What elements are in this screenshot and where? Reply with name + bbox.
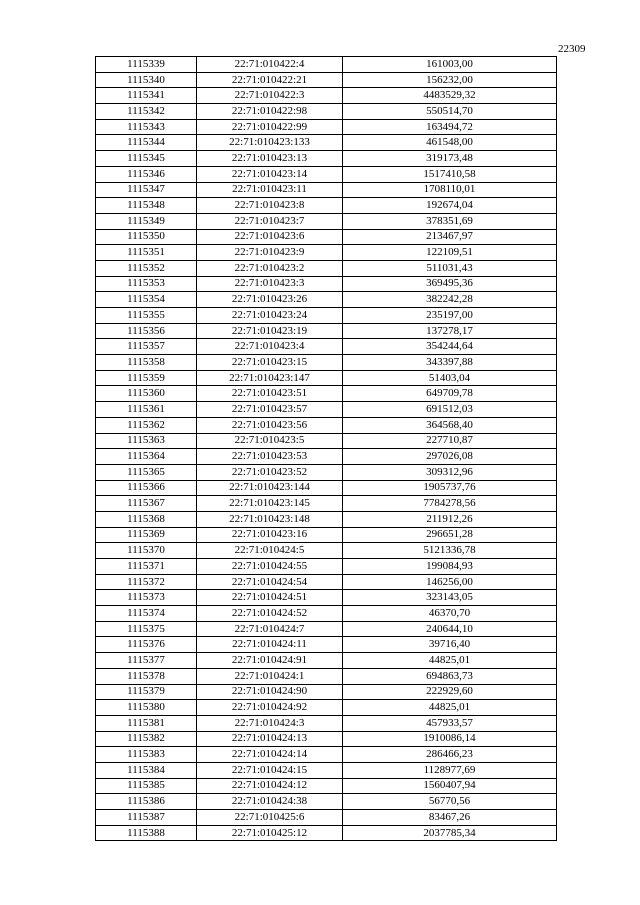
cadastral-number-cell: 22:71:010424:38: [197, 794, 343, 810]
cadastral-number-cell: 22:71:010424:5: [197, 543, 343, 559]
value-cell: 1128977,69: [343, 762, 557, 778]
table-row: [96, 166, 557, 182]
cadastral-number-cell: 22:71:010424:11: [197, 637, 343, 653]
row-number-cell: 1115355: [96, 308, 197, 324]
table-row: [96, 104, 557, 120]
cadastral-number-cell: 22:71:010422:21: [197, 72, 343, 88]
cadastral-number-cell: 22:71:010423:147: [197, 370, 343, 386]
value-cell: 550514,70: [343, 104, 557, 120]
table-row: [96, 511, 557, 527]
value-cell: 461548,00: [343, 135, 557, 151]
cadastral-number-cell: 22:71:010423:148: [197, 511, 343, 527]
cadastral-number-cell: 22:71:010424:3: [197, 715, 343, 731]
cadastral-number-cell: 22:71:010423:26: [197, 292, 343, 308]
row-number-cell: 1115364: [96, 449, 197, 465]
table-row: [96, 480, 557, 496]
cadastral-number-cell: 22:71:010423:9: [197, 245, 343, 261]
cadastral-number-cell: 22:71:010423:145: [197, 496, 343, 512]
table-row: [96, 794, 557, 810]
cadastral-number-cell: 22:71:010423:15: [197, 355, 343, 371]
value-cell: 5121336,78: [343, 543, 557, 559]
row-number-cell: 1115346: [96, 166, 197, 182]
cadastral-number-cell: 22:71:010423:5: [197, 433, 343, 449]
row-number-cell: 1115349: [96, 213, 197, 229]
cadastral-number-cell: 22:71:010424:91: [197, 653, 343, 669]
cadastral-number-cell: 22:71:010423:53: [197, 449, 343, 465]
value-cell: 323143,05: [343, 590, 557, 606]
page-number: 22309: [558, 43, 586, 55]
table-row: [96, 417, 557, 433]
row-number-cell: 1115363: [96, 433, 197, 449]
table-row: [96, 370, 557, 386]
cadastral-number-cell: 22:71:010424:12: [197, 778, 343, 794]
table-row: [96, 747, 557, 763]
cadastral-number-cell: 22:71:010424:51: [197, 590, 343, 606]
table-body: [96, 57, 557, 841]
cadastral-number-cell: 22:71:010423:14: [197, 166, 343, 182]
table-row: [96, 339, 557, 355]
table-row: [96, 715, 557, 731]
row-number-cell: 1115381: [96, 715, 197, 731]
value-cell: 7784278,56: [343, 496, 557, 512]
table-row: [96, 245, 557, 261]
value-cell: 286466,23: [343, 747, 557, 763]
value-cell: 235197,00: [343, 308, 557, 324]
cadastral-number-cell: 22:71:010423:7: [197, 213, 343, 229]
value-cell: 146256,00: [343, 574, 557, 590]
cadastral-number-cell: 22:71:010423:13: [197, 151, 343, 167]
table-row: [96, 198, 557, 214]
cadastral-number-cell: 22:71:010424:15: [197, 762, 343, 778]
value-cell: 511031,43: [343, 260, 557, 276]
cadastral-number-cell: 22:71:010422:3: [197, 88, 343, 104]
value-cell: 382242,28: [343, 292, 557, 308]
value-cell: 222929,60: [343, 684, 557, 700]
value-cell: 1560407,94: [343, 778, 557, 794]
value-cell: 83467,26: [343, 810, 557, 826]
table-row: [96, 700, 557, 716]
value-cell: 4483529,32: [343, 88, 557, 104]
value-cell: 211912,26: [343, 511, 557, 527]
row-number-cell: 1115370: [96, 543, 197, 559]
table-row: [96, 57, 557, 73]
value-cell: 649709,78: [343, 386, 557, 402]
table-row: [96, 606, 557, 622]
row-number-cell: 1115367: [96, 496, 197, 512]
cadastral-number-cell: 22:71:010423:56: [197, 417, 343, 433]
table-row: [96, 668, 557, 684]
cadastral-number-cell: 22:71:010422:4: [197, 57, 343, 73]
value-cell: 39716,40: [343, 637, 557, 653]
table-row: [96, 292, 557, 308]
cadastral-number-cell: 22:71:010423:2: [197, 260, 343, 276]
value-cell: 1517410,58: [343, 166, 557, 182]
cadastral-number-cell: 22:71:010424:7: [197, 621, 343, 637]
value-cell: 319173,48: [343, 151, 557, 167]
row-number-cell: 1115368: [96, 511, 197, 527]
table-row: [96, 182, 557, 198]
cadastral-number-cell: 22:71:010423:24: [197, 308, 343, 324]
cadastral-number-cell: 22:71:010423:52: [197, 464, 343, 480]
table-row: [96, 323, 557, 339]
row-number-cell: 1115371: [96, 559, 197, 575]
row-number-cell: 1115345: [96, 151, 197, 167]
table-row: [96, 543, 557, 559]
cadastral-number-cell: 22:71:010424:1: [197, 668, 343, 684]
value-cell: 137278,17: [343, 323, 557, 339]
value-cell: 1910086,14: [343, 731, 557, 747]
table-row: [96, 731, 557, 747]
table-row: [96, 433, 557, 449]
value-cell: 56770,56: [343, 794, 557, 810]
table-row: [96, 590, 557, 606]
value-cell: 296651,28: [343, 527, 557, 543]
value-cell: 309312,96: [343, 464, 557, 480]
cadastral-number-cell: 22:71:010423:3: [197, 276, 343, 292]
row-number-cell: 1115357: [96, 339, 197, 355]
table-row: [96, 402, 557, 418]
cadastral-number-cell: 22:71:010423:57: [197, 402, 343, 418]
cadastral-number-cell: 22:71:010424:14: [197, 747, 343, 763]
row-number-cell: 1115372: [96, 574, 197, 590]
value-cell: 163494,72: [343, 119, 557, 135]
row-number-cell: 1115388: [96, 825, 197, 841]
table-row: [96, 496, 557, 512]
table-row: [96, 151, 557, 167]
row-number-cell: 1115361: [96, 402, 197, 418]
table-row: [96, 386, 557, 402]
table-row: [96, 213, 557, 229]
row-number-cell: 1115362: [96, 417, 197, 433]
table-row: [96, 229, 557, 245]
row-number-cell: 1115377: [96, 653, 197, 669]
table-row: [96, 810, 557, 826]
table-row: [96, 778, 557, 794]
cadastral-number-cell: 22:71:010423:133: [197, 135, 343, 151]
row-number-cell: 1115347: [96, 182, 197, 198]
row-number-cell: 1115378: [96, 668, 197, 684]
table-row: [96, 72, 557, 88]
value-cell: 192674,04: [343, 198, 557, 214]
row-number-cell: 1115348: [96, 198, 197, 214]
cadastral-number-cell: 22:71:010422:98: [197, 104, 343, 120]
row-number-cell: 1115341: [96, 88, 197, 104]
cadastral-number-cell: 22:71:010423:8: [197, 198, 343, 214]
table-row: [96, 637, 557, 653]
row-number-cell: 1115387: [96, 810, 197, 826]
table-row: [96, 464, 557, 480]
table-row: [96, 308, 557, 324]
row-number-cell: 1115375: [96, 621, 197, 637]
cadastral-number-cell: 22:71:010423:4: [197, 339, 343, 355]
value-cell: 46370,70: [343, 606, 557, 622]
table-row: [96, 449, 557, 465]
data-table: [95, 56, 557, 841]
value-cell: 199084,93: [343, 559, 557, 575]
row-number-cell: 1115376: [96, 637, 197, 653]
row-number-cell: 1115354: [96, 292, 197, 308]
row-number-cell: 1115379: [96, 684, 197, 700]
table-row: [96, 527, 557, 543]
row-number-cell: 1115353: [96, 276, 197, 292]
row-number-cell: 1115351: [96, 245, 197, 261]
row-number-cell: 1115356: [96, 323, 197, 339]
value-cell: 156232,00: [343, 72, 557, 88]
cadastral-number-cell: 22:71:010424:92: [197, 700, 343, 716]
value-cell: 1708110,01: [343, 182, 557, 198]
cadastral-number-cell: 22:71:010423:51: [197, 386, 343, 402]
row-number-cell: 1115374: [96, 606, 197, 622]
value-cell: 354244,64: [343, 339, 557, 355]
cadastral-number-cell: 22:71:010424:90: [197, 684, 343, 700]
value-cell: 369495,36: [343, 276, 557, 292]
row-number-cell: 1115386: [96, 794, 197, 810]
value-cell: 1905737,76: [343, 480, 557, 496]
table-row: [96, 653, 557, 669]
row-number-cell: 1115369: [96, 527, 197, 543]
row-number-cell: 1115343: [96, 119, 197, 135]
value-cell: 44825,01: [343, 653, 557, 669]
value-cell: 378351,69: [343, 213, 557, 229]
row-number-cell: 1115385: [96, 778, 197, 794]
table-row: [96, 135, 557, 151]
value-cell: 240644,10: [343, 621, 557, 637]
value-cell: 122109,51: [343, 245, 557, 261]
row-number-cell: 1115344: [96, 135, 197, 151]
table-row: [96, 88, 557, 104]
value-cell: 694863,73: [343, 668, 557, 684]
cadastral-number-cell: 22:71:010423:16: [197, 527, 343, 543]
cadastral-number-cell: 22:71:010424:55: [197, 559, 343, 575]
row-number-cell: 1115342: [96, 104, 197, 120]
row-number-cell: 1115352: [96, 260, 197, 276]
value-cell: 227710,87: [343, 433, 557, 449]
row-number-cell: 1115358: [96, 355, 197, 371]
row-number-cell: 1115365: [96, 464, 197, 480]
table-row: [96, 762, 557, 778]
table-row: [96, 559, 557, 575]
row-number-cell: 1115359: [96, 370, 197, 386]
cadastral-number-cell: 22:71:010425:6: [197, 810, 343, 826]
table-row: [96, 119, 557, 135]
row-number-cell: 1115339: [96, 57, 197, 73]
cadastral-number-cell: 22:71:010424:54: [197, 574, 343, 590]
row-number-cell: 1115380: [96, 700, 197, 716]
value-cell: 457933,57: [343, 715, 557, 731]
cadastral-number-cell: 22:71:010422:99: [197, 119, 343, 135]
cadastral-number-cell: 22:71:010424:13: [197, 731, 343, 747]
value-cell: 343397,88: [343, 355, 557, 371]
table-row: [96, 276, 557, 292]
table-row: [96, 621, 557, 637]
value-cell: 691512,03: [343, 402, 557, 418]
row-number-cell: 1115373: [96, 590, 197, 606]
row-number-cell: 1115383: [96, 747, 197, 763]
value-cell: 297026,08: [343, 449, 557, 465]
cadastral-number-cell: 22:71:010423:19: [197, 323, 343, 339]
value-cell: 364568,40: [343, 417, 557, 433]
row-number-cell: 1115360: [96, 386, 197, 402]
table-row: [96, 355, 557, 371]
cadastral-number-cell: 22:71:010423:11: [197, 182, 343, 198]
row-number-cell: 1115382: [96, 731, 197, 747]
row-number-cell: 1115366: [96, 480, 197, 496]
row-number-cell: 1115350: [96, 229, 197, 245]
cadastral-number-cell: 22:71:010423:6: [197, 229, 343, 245]
table-row: [96, 684, 557, 700]
value-cell: 213467,97: [343, 229, 557, 245]
value-cell: 51403,04: [343, 370, 557, 386]
cadastral-number-cell: 22:71:010425:12: [197, 825, 343, 841]
row-number-cell: 1115340: [96, 72, 197, 88]
table-row: [96, 825, 557, 841]
cadastral-number-cell: 22:71:010424:52: [197, 606, 343, 622]
cadastral-number-cell: 22:71:010423:144: [197, 480, 343, 496]
value-cell: 161003,00: [343, 57, 557, 73]
table-row: [96, 574, 557, 590]
row-number-cell: 1115384: [96, 762, 197, 778]
value-cell: 44825,01: [343, 700, 557, 716]
table-row: [96, 260, 557, 276]
value-cell: 2037785,34: [343, 825, 557, 841]
